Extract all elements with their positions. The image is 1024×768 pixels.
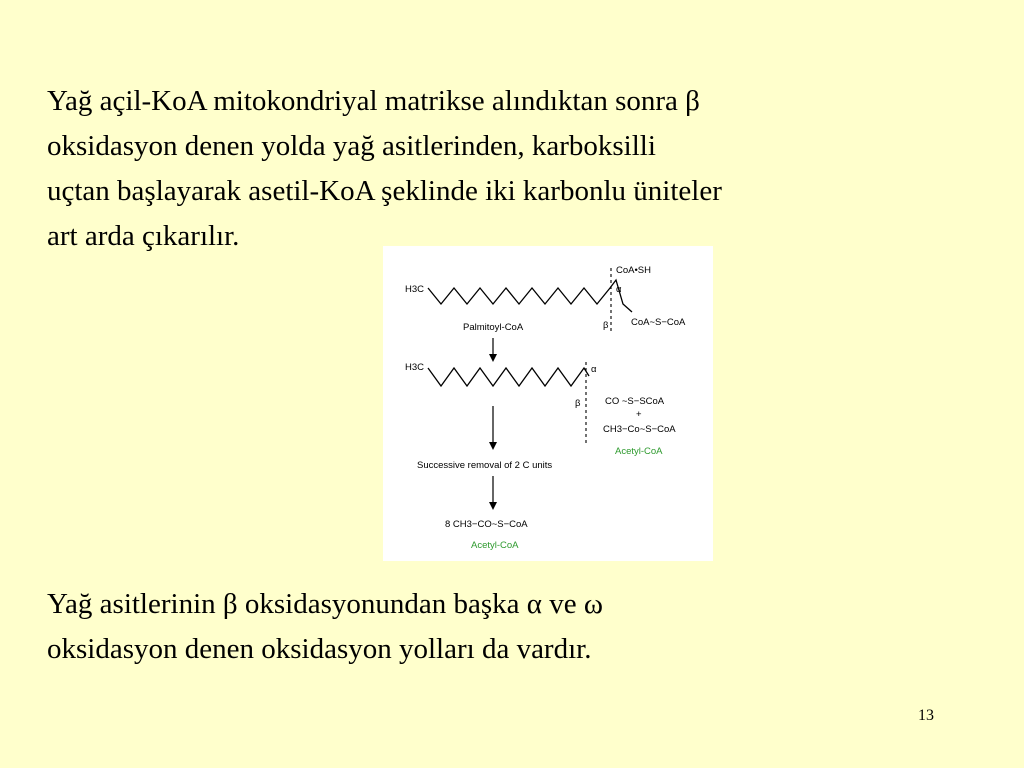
paragraph-alpha-omega bbox=[47, 582, 987, 672]
paragraph-line: Yağ açil-KoA mitokondriyal matrikse alındıktan sonra β bbox=[47, 85, 700, 117]
shortened-chain bbox=[428, 368, 589, 386]
h3c-label-mid: H3C bbox=[405, 362, 425, 373]
successive-removal-label: Successive removal of 2 C units bbox=[417, 460, 553, 471]
acetyl-coa-formula: CH3−Co~S−CoA bbox=[603, 424, 676, 435]
product-formula: 8 CH3−CO~S−CoA bbox=[445, 519, 528, 530]
paragraph-beta-oxidation bbox=[47, 79, 987, 259]
plus-sign: + bbox=[636, 409, 642, 420]
palmitoyl-coa-label: Palmitoyl-CoA bbox=[463, 322, 524, 333]
page-number: 13 bbox=[918, 707, 934, 724]
coa-sh-label: CoA•SH bbox=[616, 265, 652, 276]
coa-s-coa-label: CoA~S−CoA bbox=[631, 317, 686, 328]
co-scoa-label: CO ~S−SCoA bbox=[605, 396, 665, 407]
acetyl-coa-label-1: Acetyl-CoA bbox=[615, 446, 663, 457]
alpha-label-mid: α bbox=[591, 364, 597, 375]
beta-oxidation-diagram bbox=[383, 246, 713, 561]
arrowhead-3 bbox=[489, 502, 497, 510]
arrowhead-1 bbox=[489, 354, 497, 362]
paragraph-line: uçtan başlayarak asetil-KoA şeklinde iki karbonlu üniteler bbox=[47, 175, 722, 207]
alpha-label-top: α bbox=[616, 284, 622, 295]
paragraph-line: oksidasyon denen oksidasyon yolları da vardır. bbox=[47, 633, 592, 665]
paragraph-line: Yağ asitlerinin β oksidasyonundan başka α ve ω bbox=[47, 588, 603, 620]
beta-label-top: β bbox=[603, 320, 609, 331]
acetyl-coa-label-2: Acetyl-CoA bbox=[471, 540, 519, 551]
paragraph-line: art arda çıkarılır. bbox=[47, 220, 240, 252]
arrowhead-2 bbox=[489, 442, 497, 450]
h3c-label-top: H3C bbox=[405, 284, 425, 295]
beta-label-mid: β bbox=[575, 398, 581, 409]
palmitoyl-chain bbox=[428, 280, 632, 312]
paragraph-line: oksidasyon denen yolda yağ asitlerinden, karboksilli bbox=[47, 130, 656, 162]
